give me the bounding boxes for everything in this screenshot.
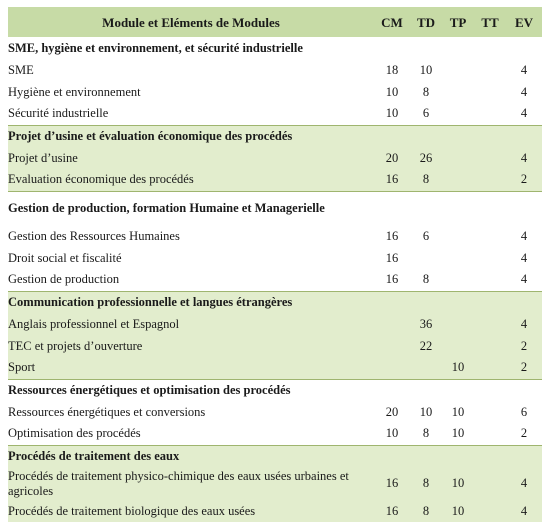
element-name: Optimisation des procédés — [8, 426, 141, 441]
cell-tp: 10 — [451, 476, 465, 490]
cell-cm — [374, 313, 410, 335]
cell-ev: 4 — [520, 250, 528, 265]
cell-td: 8 — [422, 172, 430, 187]
table-row — [8, 500, 542, 522]
cell-cm: 16 — [385, 250, 399, 265]
header-td: TD — [416, 14, 436, 30]
cell-cm: 16 — [385, 172, 399, 187]
element-name: SME — [8, 62, 34, 77]
cell-tp: 10 — [451, 503, 465, 518]
cell-td: 8 — [422, 426, 430, 441]
element-name: Gestion des Ressources Humaines — [8, 228, 180, 243]
table-row — [8, 335, 542, 357]
cell-tp — [442, 81, 474, 103]
table-row — [8, 357, 542, 379]
table-row — [8, 81, 542, 103]
group-row — [8, 125, 542, 147]
cell-cm: 18 — [385, 62, 399, 77]
cell-tp: 10 — [451, 404, 465, 419]
cell-cm — [374, 357, 410, 379]
cell-tt — [474, 147, 506, 169]
cell-tp — [442, 103, 474, 125]
cell-td: 8 — [422, 272, 430, 287]
cell-td — [410, 357, 442, 379]
cell-tt — [474, 81, 506, 103]
cell-cm: 16 — [385, 272, 399, 287]
cell-td: 10 — [419, 404, 433, 419]
cell-tp — [442, 147, 474, 169]
group-row — [8, 37, 542, 59]
cell-td: 10 — [419, 62, 433, 77]
cell-tp — [442, 169, 474, 191]
cell-td: 22 — [419, 338, 433, 353]
modules-table — [8, 7, 542, 522]
cell-cm: 16 — [385, 503, 399, 518]
cell-ev: 2 — [520, 360, 528, 375]
header-cm: CM — [381, 14, 403, 30]
header-ev: EV — [514, 14, 534, 30]
cell-tt — [474, 169, 506, 191]
cell-ev: 2 — [520, 172, 528, 187]
cell-tt — [474, 357, 506, 379]
table-row — [8, 103, 542, 125]
table-row — [8, 147, 542, 169]
table-row — [8, 401, 542, 423]
cell-td — [410, 247, 442, 269]
cell-ev: 4 — [520, 476, 528, 490]
cell-ev: 2 — [520, 426, 528, 441]
table-row — [8, 269, 542, 291]
cell-td: 36 — [419, 316, 433, 331]
cell-ev: 2 — [520, 338, 528, 353]
cell-tt — [474, 500, 506, 522]
cell-tp — [442, 313, 474, 335]
cell-cm — [374, 335, 410, 357]
cell-tp — [442, 59, 474, 81]
cell-tt — [474, 401, 506, 423]
cell-td: 8 — [422, 84, 430, 99]
cell-td: 6 — [422, 106, 430, 121]
group-row — [8, 379, 542, 401]
cell-cm: 20 — [385, 150, 399, 165]
cell-cm: 16 — [385, 476, 399, 490]
cell-tt — [474, 247, 506, 269]
cell-cm: 10 — [385, 84, 399, 99]
element-name: TEC et projets d’ouverture — [8, 338, 143, 353]
cell-tp — [442, 225, 474, 247]
element-name: Procédés de traitement biologique des eaux usées — [8, 503, 256, 518]
cell-ev: 4 — [520, 84, 528, 99]
element-name: Sécurité industrielle — [8, 106, 109, 121]
element-name: Procédés de traitement physico-chimique des eaux usées urbaines et agricoles — [8, 468, 349, 498]
cell-tp — [442, 247, 474, 269]
group-title: SME, hygiène et environnement, et sécurité industrielle — [8, 40, 303, 55]
cell-tt — [474, 59, 506, 81]
group-row — [8, 191, 542, 225]
element-name: Ressources énergétiques et conversions — [8, 404, 206, 419]
header-row — [8, 7, 542, 37]
cell-ev: 6 — [520, 404, 528, 419]
group-title: Projet d’usine et évaluation économique des procédés — [8, 128, 293, 143]
cell-tt — [474, 225, 506, 247]
table-row — [8, 225, 542, 247]
cell-td: 8 — [422, 503, 430, 518]
element-name: Sport — [8, 360, 36, 375]
table-row — [8, 423, 542, 445]
cell-tt — [474, 423, 506, 445]
group-row — [8, 445, 542, 467]
table-row — [8, 247, 542, 269]
cell-td: 26 — [419, 150, 433, 165]
table-row — [8, 313, 542, 335]
cell-tp: 10 — [451, 426, 465, 441]
cell-tp — [442, 335, 474, 357]
cell-tt — [474, 103, 506, 125]
header-tt: TT — [481, 14, 499, 30]
cell-ev: 4 — [520, 503, 528, 518]
cell-cm: 10 — [385, 106, 399, 121]
cell-tt — [474, 269, 506, 291]
element-name: Hygiène et environnement — [8, 84, 141, 99]
header-tp: TP — [449, 14, 467, 30]
element-name: Projet d’usine — [8, 150, 78, 165]
group-row — [8, 291, 542, 313]
cell-tp — [442, 269, 474, 291]
cell-cm: 10 — [385, 426, 399, 441]
cell-td: 6 — [422, 228, 430, 243]
cell-td: 8 — [422, 476, 430, 490]
cell-tp: 10 — [451, 360, 465, 375]
cell-cm: 20 — [385, 404, 399, 419]
group-title: Gestion de production, formation Humaine et Managerielle — [8, 200, 325, 215]
cell-ev: 4 — [520, 228, 528, 243]
table-row — [8, 59, 542, 81]
group-title: Procédés de traitement des eaux — [8, 448, 180, 463]
element-name: Droit social et fiscalité — [8, 250, 122, 265]
group-title: Ressources énergétiques et optimisation des procédés — [8, 382, 291, 397]
table-row — [8, 169, 542, 191]
element-name: Anglais professionnel et Espagnol — [8, 316, 180, 331]
cell-ev: 4 — [520, 62, 528, 77]
cell-tt — [474, 467, 506, 500]
cell-ev: 4 — [520, 150, 528, 165]
element-name: Gestion de production — [8, 272, 120, 287]
cell-ev: 4 — [520, 316, 528, 331]
cell-tt — [474, 313, 506, 335]
cell-ev: 4 — [520, 272, 528, 287]
group-title: Communication professionnelle et langues étrangères — [8, 294, 293, 309]
cell-tt — [474, 335, 506, 357]
cell-cm: 16 — [385, 228, 399, 243]
element-name: Evaluation économique des procédés — [8, 172, 194, 187]
table-row — [8, 467, 542, 500]
header-module: Module et Eléments de Modules — [102, 14, 280, 30]
cell-ev: 4 — [520, 106, 528, 121]
